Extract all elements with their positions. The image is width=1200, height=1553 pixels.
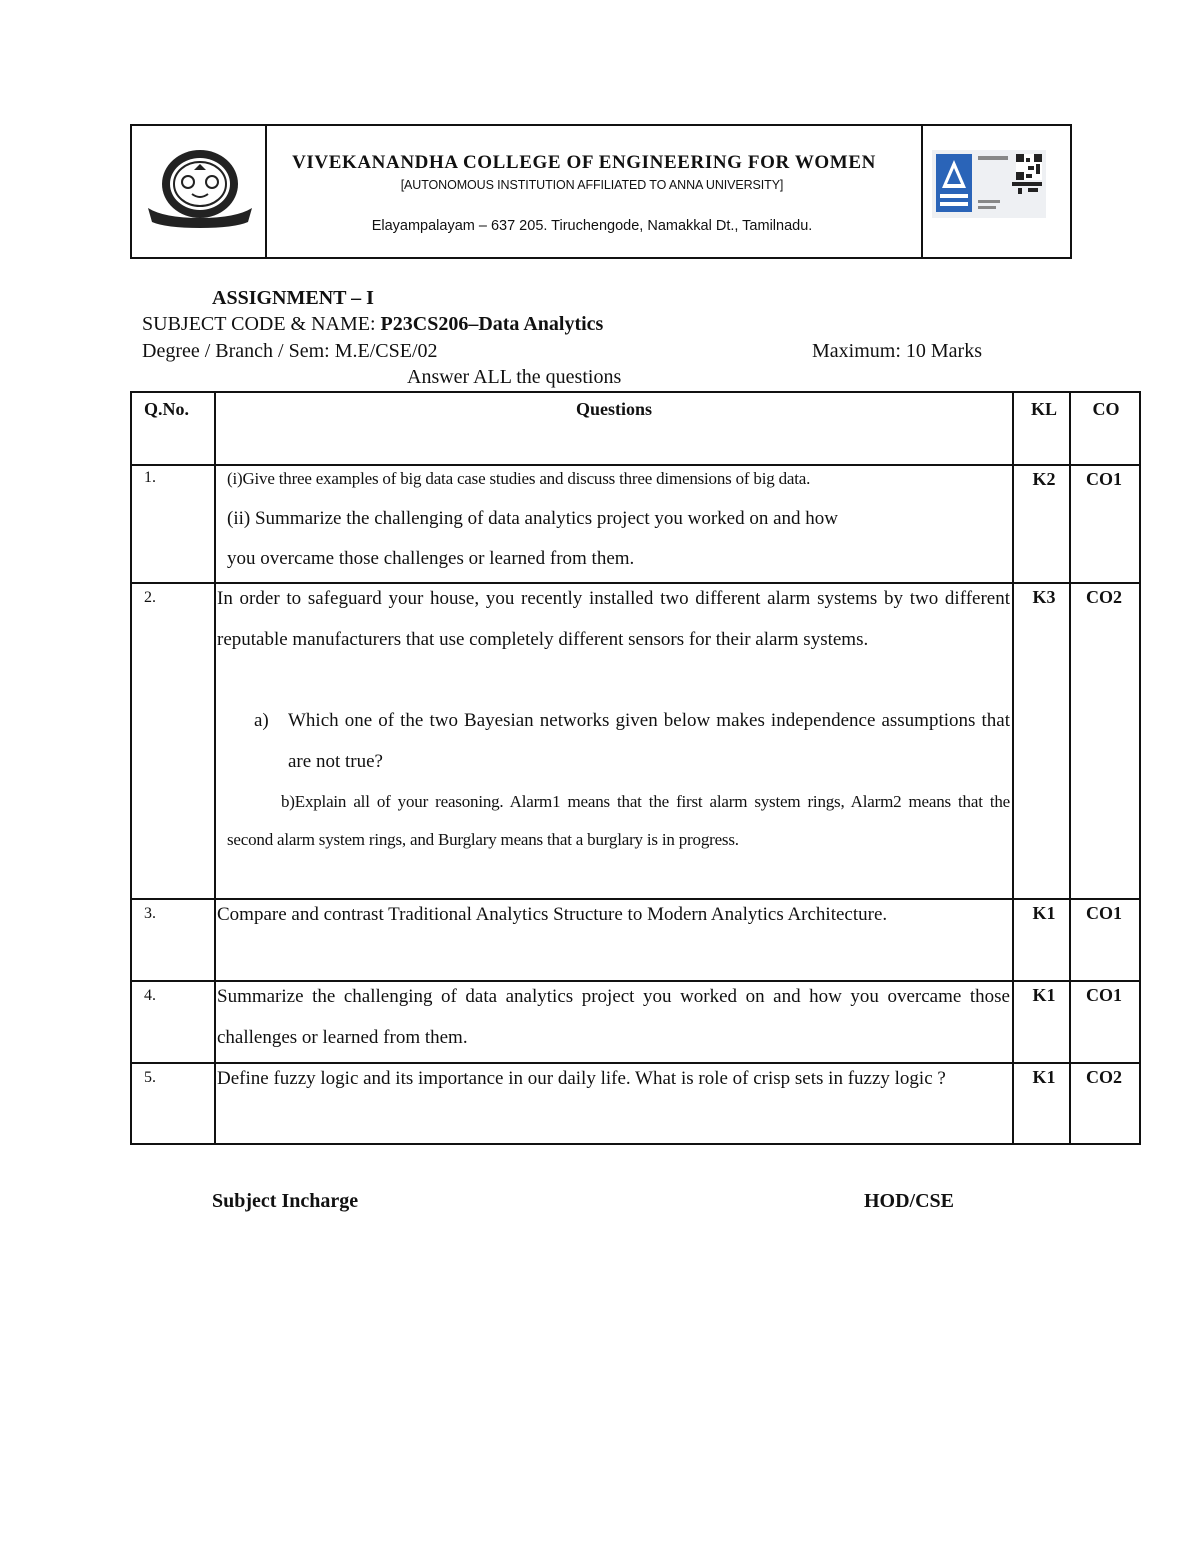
knowledge-level: K1 bbox=[1032, 1067, 1056, 1087]
question-number: 2. bbox=[144, 589, 156, 606]
question-2-sub-b: b)Explain all of your reasoning. Alarm1 means that the first alarm system rings, Alarm2 means that the second alarm system rings, and Burglary means that a burglary is in progress. bbox=[227, 792, 1010, 849]
subject-label: SUBJECT CODE & NAME: bbox=[142, 313, 381, 335]
question-number: 4. bbox=[144, 987, 156, 1004]
question-2-sub-a-label: a) bbox=[254, 710, 269, 731]
college-seal-icon bbox=[144, 148, 256, 230]
max-marks: Maximum: 10 Marks bbox=[812, 340, 982, 362]
header-kl: KL bbox=[1030, 399, 1057, 419]
subject-incharge-signature: Subject Incharge bbox=[212, 1190, 359, 1212]
question-2-sub-a: Which one of the two Bayesian networks given below makes independence assumptions that are not true? bbox=[288, 710, 1010, 772]
question-3-text: Compare and contrast Traditional Analytics Structure to Modern Analytics Architecture. bbox=[217, 904, 888, 925]
header-qno: Q.No. bbox=[144, 399, 189, 419]
course-outcome: CO2 bbox=[1086, 587, 1122, 607]
question-number: 5. bbox=[144, 1069, 156, 1086]
knowledge-level: K2 bbox=[1032, 469, 1056, 489]
knowledge-level: K1 bbox=[1032, 903, 1056, 923]
college-name: VIVEKANANDHA COLLEGE OF ENGINEERING FOR WOMEN bbox=[292, 152, 876, 173]
assignment-title: ASSIGNMENT – I bbox=[212, 287, 374, 309]
question-5-text: Define fuzzy logic and its importance in our daily life. What is role of crisp sets in fuzzy logic ? bbox=[217, 1068, 946, 1089]
instruction: Answer ALL the questions bbox=[407, 366, 622, 388]
header-questions: Questions bbox=[575, 399, 653, 419]
college-affiliation: [AUTONOMOUS INSTITUTION AFFILIATED TO ANNA UNIVERSITY] bbox=[400, 178, 784, 192]
knowledge-level: K3 bbox=[1032, 587, 1056, 607]
subject-line bbox=[142, 313, 603, 336]
question-number: 3. bbox=[144, 905, 156, 922]
question-2-intro: In order to safeguard your house, you recently installed two different alarm systems by two different reputable manufacturers that use completely different sensors for their alarm systems. bbox=[217, 588, 1010, 650]
header-divider bbox=[265, 126, 267, 257]
subject-value: P23CS206–Data Analytics bbox=[380, 313, 604, 335]
questions-table bbox=[130, 391, 1141, 1145]
college-header bbox=[130, 124, 1072, 259]
question-1-part-ii: (ii) Summarize the challenging of data analytics project you worked on and how bbox=[227, 508, 838, 529]
table-divider bbox=[214, 393, 216, 1143]
table-divider bbox=[1012, 393, 1014, 1143]
table-divider bbox=[1069, 393, 1071, 1143]
question-4-text: Summarize the challenging of data analytics project you worked on and how you overcame those challenges or learned from them. bbox=[217, 986, 1010, 1048]
hod-signature: HOD/CSE bbox=[864, 1190, 955, 1212]
question-number: 1. bbox=[144, 469, 156, 486]
iso-certification-qr-icon bbox=[932, 150, 1046, 218]
header-divider bbox=[921, 126, 923, 257]
college-address: Elayampalayam – 637 205. Tiruchengode, Namakkal Dt., Tamilnadu. bbox=[371, 218, 813, 234]
course-outcome: CO1 bbox=[1086, 985, 1122, 1005]
knowledge-level: K1 bbox=[1032, 985, 1056, 1005]
course-outcome: CO2 bbox=[1086, 1067, 1122, 1087]
question-1-part-i: (i)Give three examples of big data case studies and discuss three dimensions of big data. bbox=[227, 469, 811, 488]
course-outcome: CO1 bbox=[1086, 903, 1122, 923]
question-1-part-ii-cont: you overcame those challenges or learned from them. bbox=[227, 548, 635, 569]
degree-line: Degree / Branch / Sem: M.E/CSE/02 bbox=[142, 340, 438, 362]
course-outcome: CO1 bbox=[1086, 469, 1122, 489]
header-co: CO bbox=[1092, 399, 1120, 419]
